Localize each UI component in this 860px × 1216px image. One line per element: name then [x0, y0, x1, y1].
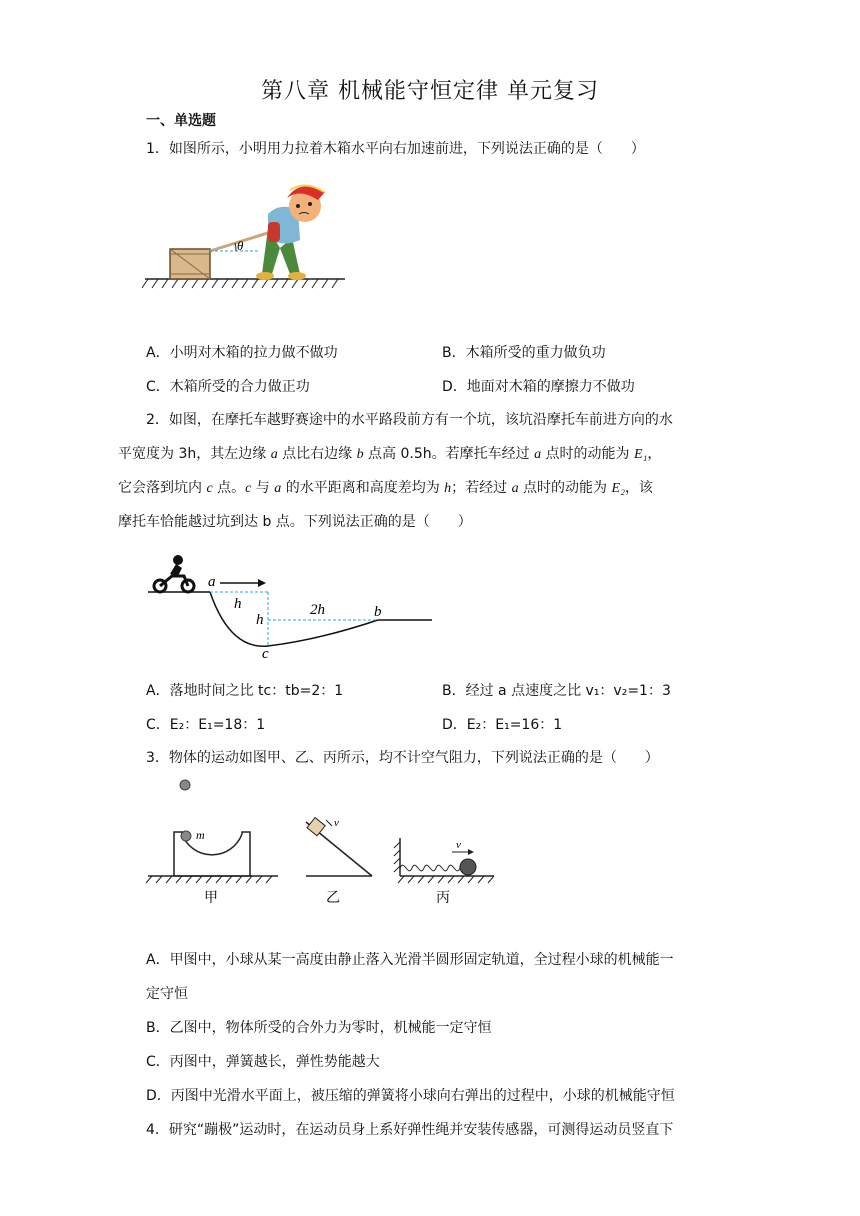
figure-yi	[306, 817, 372, 906]
q1-option-a[interactable]: A．小明对木箱的拉力做不做功	[146, 345, 338, 361]
q2-option-d[interactable]: D．E₂：E₁=16：1	[442, 717, 563, 733]
figure-jia	[146, 780, 278, 906]
q2-option-a[interactable]: A．落地时间之比 tc：tb=2：1	[146, 683, 344, 699]
height-label-1: h	[234, 596, 242, 612]
q3-stem: 3．物体的运动如图甲、乙、丙所示，均不计空气阻力，下列说法正确的是（ ）	[146, 750, 659, 766]
q3-option-b[interactable]: B．乙图中，物体所受的合外力为零时，机械能一定守恒	[146, 1020, 492, 1036]
q3-figure	[146, 776, 498, 911]
q3-option-a-cont: 定守恒	[146, 986, 188, 1002]
section-heading: 一、单选题	[146, 113, 216, 129]
q4-stem: 4．研究“蹦极”运动时，在运动员身上系好弹性绳并安装传感器，可测得运动员竖直下	[146, 1122, 674, 1138]
velocity-label-yi: v	[334, 817, 339, 829]
height-label-2: h	[256, 612, 264, 628]
q3-option-d[interactable]: D．丙图中光滑水平面上，被压缩的弹簧将小球向右弹出的过程中，小球的机械能守恒	[146, 1088, 675, 1104]
q1-option-b[interactable]: B．木箱所受的重力做负功	[442, 345, 606, 361]
q1-figure	[140, 178, 350, 293]
motorcycle-icon	[154, 555, 194, 592]
angle-label: θ	[237, 238, 244, 253]
point-c-label: c	[262, 646, 269, 662]
mass-label: m	[196, 828, 205, 842]
q1-option-c[interactable]: C．木箱所受的合力做正功	[146, 379, 310, 395]
page-title: 第八章 机械能守恒定律 单元复习	[261, 79, 599, 104]
q2-figure	[148, 550, 438, 665]
label-jia: 甲	[204, 890, 218, 906]
q1-stem: 1．如图所示，小明用力拉着木箱水平向右加速前进，下列说法正确的是（ ）	[146, 141, 645, 157]
width-label: 2h	[310, 602, 325, 618]
q2-line-3: 它会落到坑内 c 点。c 与 a 的水平距离和高度差均为 h；若经过 a 点时的动能为 E₂，该	[118, 480, 653, 496]
label-bing: 丙	[436, 890, 450, 906]
velocity-label-bing: v	[456, 839, 461, 851]
q2-option-b[interactable]: B．经过 a 点速度之比 v₁：v₂=1：3	[442, 683, 671, 699]
q1-option-d[interactable]: D．地面对木箱的摩擦力不做功	[442, 379, 635, 395]
point-a-label: a	[208, 574, 216, 590]
point-b-label: b	[374, 604, 382, 620]
q2-line-2: 平宽度为 3h，其左边缘 a 点比右边缘 b 点高 0.5h。若摩托车经过 a 点时的动能为 E₁，	[118, 446, 662, 462]
label-yi: 乙	[326, 890, 340, 906]
q3-option-c[interactable]: C．丙图中，弹簧越长，弹性势能越大	[146, 1054, 380, 1070]
q2-line-4: 摩托车恰能越过坑到达 b 点。下列说法正确的是（ ）	[118, 514, 472, 530]
figure-bing	[394, 838, 494, 906]
q3-option-a[interactable]: A．甲图中，小球从某一高度由静止落入光滑半圆形固定轨道，全过程小球的机械能一	[146, 952, 674, 968]
q2-line-1: 2．如图，在摩托车越野赛途中的水平路段前方有一个坑，该坑沿摩托车前进方向的水	[146, 412, 673, 428]
q2-option-c[interactable]: C．E₂：E₁=18：1	[146, 717, 266, 733]
